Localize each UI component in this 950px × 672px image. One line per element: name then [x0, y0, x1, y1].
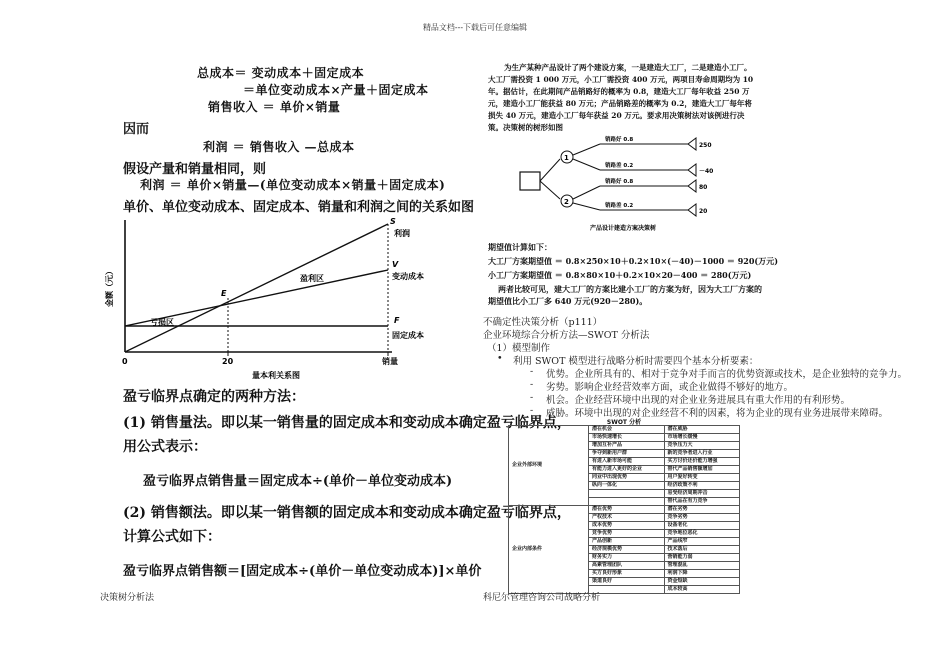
- swot-cell: 经济政策不利: [664, 482, 740, 490]
- swot-cell: 有进入新市场可能: [589, 458, 665, 466]
- swot-cell: 争夺到新用户群: [589, 450, 665, 458]
- svg-text:－40: －40: [699, 168, 714, 175]
- svg-text:销路差 0.2: 销路差 0.2: [605, 163, 634, 169]
- x-axis-label: 销量: [382, 357, 398, 366]
- method1-line2: 用公式表示：: [123, 439, 207, 455]
- dash-3: -: [530, 392, 534, 403]
- swot-table: [508, 425, 740, 594]
- swot-cell: 买方讨价还价能力增强: [664, 458, 740, 466]
- label-e: E: [221, 289, 227, 298]
- item-strength: 优势。企业所具有的、相对于竞争对手而言的优势资源或技术，是企业独特的竞争力。: [546, 369, 908, 380]
- swot-cell: 竞争优势: [589, 530, 665, 538]
- swot-cell: 产品线窄: [664, 538, 740, 546]
- swot-table-title: SWOT 分析: [606, 419, 642, 426]
- chart-caption: 量本利关系图: [252, 371, 300, 380]
- label-fixed-cost: 固定成本: [392, 331, 424, 340]
- swot-cell: 易受经济周期冲击: [664, 490, 740, 498]
- svg-text:销路差 0.2: 销路差 0.2: [605, 203, 634, 209]
- case-description: 为生产某种产品设计了两个建设方案，一是建造大工厂，二是建造小工厂。大工厂需投资 1 000 万元，小工厂需投资 400 万元，两项目寿命周期均为 10 年。据估计，在此期间产品销路好的概率为 0.8，建造大工厂每年收益 250 万元，建造小工厂能获益 80 万元；产品销路差的概率为 0.2，建造大工厂每年将损失 40 万元，建造小工厂每年获益 20 万元。要求用决策树法对该例进行决策。决策树的树形如图: [488, 63, 754, 132]
- swot-cell: 渠道良好: [589, 578, 665, 586]
- bullet-text: 利用 SWOT 模型进行战略分析时需要四个基本分析要素：: [513, 356, 759, 367]
- swot-cell: 潜在劣势: [664, 506, 740, 514]
- swot-cell: 成本较高: [664, 586, 740, 594]
- bullet-dot: •: [497, 353, 503, 364]
- decision-tree: [510, 130, 750, 234]
- swot-cell: 有能力进入更好的企业: [589, 466, 665, 474]
- conclusion-line1: 两者比较可见，建大工厂的方案比建小工厂的方案为好，因为大工厂方案的: [498, 284, 762, 294]
- therefore-label: 因而: [123, 122, 150, 137]
- page-header: 精品文档---下载后可任意编辑: [422, 23, 528, 32]
- conclusion-line2: 期望值比小工厂多 640 万元(920－280)。: [488, 296, 648, 306]
- item-opportunity: 机会。企业经营环境中出现的对企业业务进展具有重大作用的有利形势。: [546, 395, 851, 406]
- end-node-2: [688, 164, 696, 176]
- swot-row: [509, 506, 740, 514]
- svg-text:销路好 0.8: 销路好 0.8: [605, 137, 634, 143]
- svg-text:20: 20: [699, 208, 708, 215]
- swot-row: [509, 426, 740, 434]
- method2-line2: 计算公式如下：: [123, 529, 221, 545]
- dash-1: -: [530, 366, 534, 377]
- profit-formula: 利润 ＝ 销售收入 —总成本: [203, 140, 355, 154]
- label-profit-zone: 盈利区: [300, 274, 324, 283]
- swot-cell: 资金短缺: [664, 578, 740, 586]
- swot-cell: 同业中出现优势: [589, 474, 665, 482]
- tree-caption: 产品设计建造方案决策树: [590, 225, 657, 232]
- swot-section-label: 企业外部环境: [509, 426, 589, 506]
- ev-large-plant: 大工厂方案期望值 ＝ 0.8×250×10＋0.2×10×(－40)－1000 ＝ 920(万元): [488, 256, 778, 266]
- relation-text: 单价、单位变动成本、固定成本、销量和利润之间的关系如图: [123, 200, 475, 215]
- swot-cell: 买方良好形象: [589, 570, 665, 578]
- label-loss-zone: 亏损区: [150, 318, 174, 327]
- assumption-text: 假设产量和销量相同，则: [123, 162, 267, 177]
- end-node-3: [688, 180, 696, 192]
- swot-cell: [589, 498, 665, 506]
- svg-text:销路好 0.8: 销路好 0.8: [605, 179, 634, 185]
- swot-cell: 营销能力弱: [664, 554, 740, 562]
- method2-formula: 盈亏临界点销售额＝[固定成本÷(单价－单位变动成本)]×单价: [123, 564, 482, 579]
- svg-text:2: 2: [564, 198, 569, 206]
- swot-cell: 替代品在有力竞争: [664, 498, 740, 506]
- profit-expanded-formula: 利润 ＝ 单价×销量—(单位变动成本×销量＋固定成本): [140, 178, 446, 192]
- swot-cell: 潜在机会: [589, 426, 665, 434]
- swot-cell: 利润下降: [664, 570, 740, 578]
- model-heading: （1）模型制作: [487, 343, 551, 354]
- swot-cell: 竞争劣势: [664, 514, 740, 522]
- swot-cell: 纵向一体化: [589, 482, 665, 490]
- swot-section-label: 企业内部条件: [509, 506, 589, 594]
- swot-cell: 市场快速增长: [589, 434, 665, 442]
- svg-text:1: 1: [564, 154, 569, 162]
- swot-cell: 经济规模优势: [589, 546, 665, 554]
- swot-cell: 市场增长缓慢: [664, 434, 740, 442]
- ev-title: 期望值计算如下：: [488, 242, 552, 252]
- swot-cell: 成本优势: [589, 522, 665, 530]
- method2-line1: (2) 销售额法。即以某一销售额的固定成本和变动成本确定盈亏临界点，: [123, 505, 571, 521]
- swot-cell: 潜在优势: [589, 506, 665, 514]
- swot-cell: [589, 490, 665, 498]
- end-node-4: [688, 204, 696, 216]
- dash-2: -: [530, 379, 534, 390]
- svg-text:80: 80: [699, 184, 708, 191]
- swot-cell: 竞争地位恶化: [664, 530, 740, 538]
- swot-cell: 替代产品销售额增加: [664, 466, 740, 474]
- right-footer: 科尼尔管理咨询公司战略分析: [483, 593, 601, 603]
- swot-cell: 财务实力: [589, 554, 665, 562]
- sales-line: [125, 224, 388, 352]
- swot-cell: 产权技术: [589, 514, 665, 522]
- swot-cell: 高素管理团队: [589, 562, 665, 570]
- swot-cell: 管理混乱: [664, 562, 740, 570]
- swot-intro: 企业环境综合分析方法—SWOT 分析法: [483, 330, 650, 341]
- swot-cell: 技术落后: [664, 546, 740, 554]
- label-variable-cost: 变动成本: [392, 272, 424, 281]
- y-axis-label: 金额（元）: [105, 267, 114, 307]
- method1-line1: (1) 销售量法。即以某一销售量的固定成本和变动成本确定盈亏临界点，: [123, 415, 571, 431]
- swot-cell: 竞争压力大: [664, 442, 740, 450]
- total-cost-formula: 总成本＝ 变动成本＋固定成本: [197, 66, 365, 80]
- swot-cell: 产品创新: [589, 538, 665, 546]
- label-profit: 利润: [394, 229, 410, 238]
- svg-text:250: 250: [699, 142, 712, 149]
- swot-cell: 用户爱好转变: [664, 474, 740, 482]
- swot-cell: 增加互补产品: [589, 442, 665, 450]
- uncertain-decision-heading: 不确定性决策分析（p111）: [483, 317, 603, 328]
- cvp-chart: [100, 212, 445, 382]
- revenue-formula: 销售收入 ＝ 单价×销量: [208, 100, 341, 114]
- swot-cell: 新的竞争者进入行业: [664, 450, 740, 458]
- item-weakness: 劣势。影响企业经营效率方面，或企业做得不够好的地方。: [546, 382, 794, 393]
- label-v: V: [392, 260, 399, 269]
- item-threat: 威胁。环境中出现的对企业经营不利的因素，将为企业的现有业务进展带来障碍。: [546, 408, 889, 419]
- swot-cell: 潜在威胁: [664, 426, 740, 434]
- ev-small-plant: 小工厂方案期望值 ＝ 0.8×80×10＋0.2×10×20－400 ＝ 280(万元): [488, 270, 752, 280]
- tick-0: 0: [122, 357, 128, 366]
- method1-formula: 盈亏临界点销售量＝固定成本÷(单价－单位变动成本): [143, 474, 453, 489]
- tick-20: 20: [222, 357, 234, 366]
- total-cost-formula-2: ＝单位变动成本×产量＋固定成本: [243, 83, 429, 97]
- label-f: F: [394, 316, 400, 325]
- decision-node: [520, 172, 540, 190]
- dash-4: -: [530, 405, 534, 416]
- left-footer: 决策树分析法: [100, 593, 155, 603]
- end-node-1: [688, 138, 696, 150]
- label-s: S: [390, 217, 396, 226]
- swot-cell: 设备老化: [664, 522, 740, 530]
- bep-methods-title: 盈亏临界点确定的两种方法：: [123, 389, 305, 405]
